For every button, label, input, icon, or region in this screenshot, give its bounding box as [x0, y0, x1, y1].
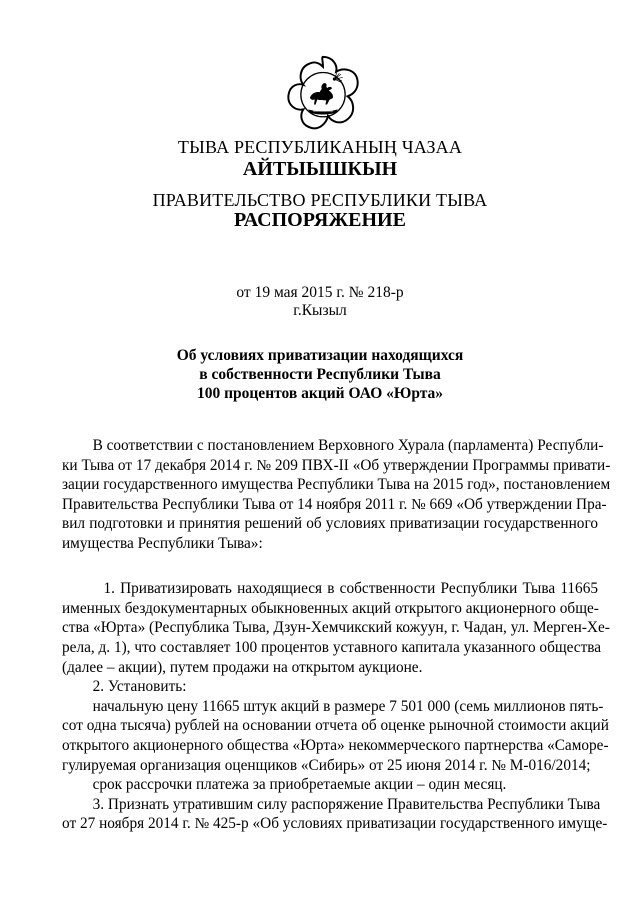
item-2-price-paragraph: [62, 697, 609, 775]
text-line: 3. Признать утратившим силу распоряжение Правительства Республики Тыва: [62, 795, 601, 813]
text-line: сот одна тысяча) рублей на основании отчета об оценке рыночной стоимости акций: [62, 717, 609, 735]
tyva-document-type: АЙТЫЫШКЫН: [242, 158, 398, 180]
text-line: от 27 ноября 2014 г. № 425-р «Об условиях приватизации государственного имуще-: [62, 815, 608, 833]
text-line: ства «Юрта» (Республика Тыва, Дзун-Хемчикский кожуун, г. Чадан, ул. Мерген-Хе-: [62, 619, 610, 637]
text-line: именных бездокументарных обыкновенных акций открытого акционерного обще-: [62, 599, 599, 617]
document-body: [62, 436, 611, 834]
item-3-paragraph: [62, 795, 608, 834]
tyva-government-name: ТЫВА РЕСПУБЛИКАНЫҢ ЧАЗАА: [177, 137, 463, 157]
text-line: 1. Приватизировать находящиеся в собственности Республики Тыва 11665: [62, 580, 598, 598]
text-line: рела, д. 1), что составляет 100 процентов уставного капитала указанного общества: [62, 638, 602, 656]
text-line: В соответствии с постановлением Верховного Хурала (парламента) Республи-: [62, 437, 604, 454]
tuva-emblem-icon: [282, 52, 364, 134]
document-date-number: от 19 мая 2015 г. № 218-р: [236, 284, 404, 301]
russian-document-type: РАСПОРЯЖЕНИЕ: [234, 209, 406, 231]
item-1-paragraph: [62, 579, 610, 677]
document-title: [0, 346, 640, 403]
text-line: начальную цену 11665 штук акций в размере 7 501 000 (семь миллионов пять-: [62, 697, 604, 715]
text-line: открытого акционерного общества «Юрта» некоммерческого партнерства «Саморе-: [62, 736, 609, 754]
russian-government-name: ПРАВИТЕЛЬСТВО РЕСПУБЛИКИ ТЫВА: [152, 190, 488, 210]
document-title-line: 100 процентов акций ОАО «Юрта»: [196, 385, 444, 402]
document-city: г.Кызыл: [293, 302, 347, 319]
text-line: гулируемая организация оценщиков «Сибирь» от 25 июня 2014 г. № М-016/2014;: [62, 756, 591, 774]
text-line: имущества Республики Тыва»:: [62, 534, 263, 552]
text-line: Правительства Республики Тыва от 14 ноября 2011 г. № 669 «Об утверждении Пра-: [62, 495, 607, 513]
document-title-line: Об условиях приватизации находящихся: [176, 347, 464, 364]
item-2-term: срок рассрочки платежа за приобретаемые акции – один месяц.: [62, 776, 507, 794]
item-2-heading: 2. Установить:: [62, 678, 187, 696]
text-line: (далее – акции), путем продажи на открытом аукционе.: [62, 658, 423, 676]
text-line: ки Тыва от 17 декабря 2014 г. № 209 ПВХ-II «Об утверждении Программы привати-: [62, 456, 611, 474]
text-line: вил подготовки и принятия решений об условиях приватизации государственного: [62, 515, 598, 533]
preamble-paragraph: [62, 436, 611, 554]
text-line: зации государственного имущества Республики Тыва на 2015 год», постановлением: [62, 476, 611, 494]
document-title-line: в собственности Республики Тыва: [199, 366, 441, 383]
